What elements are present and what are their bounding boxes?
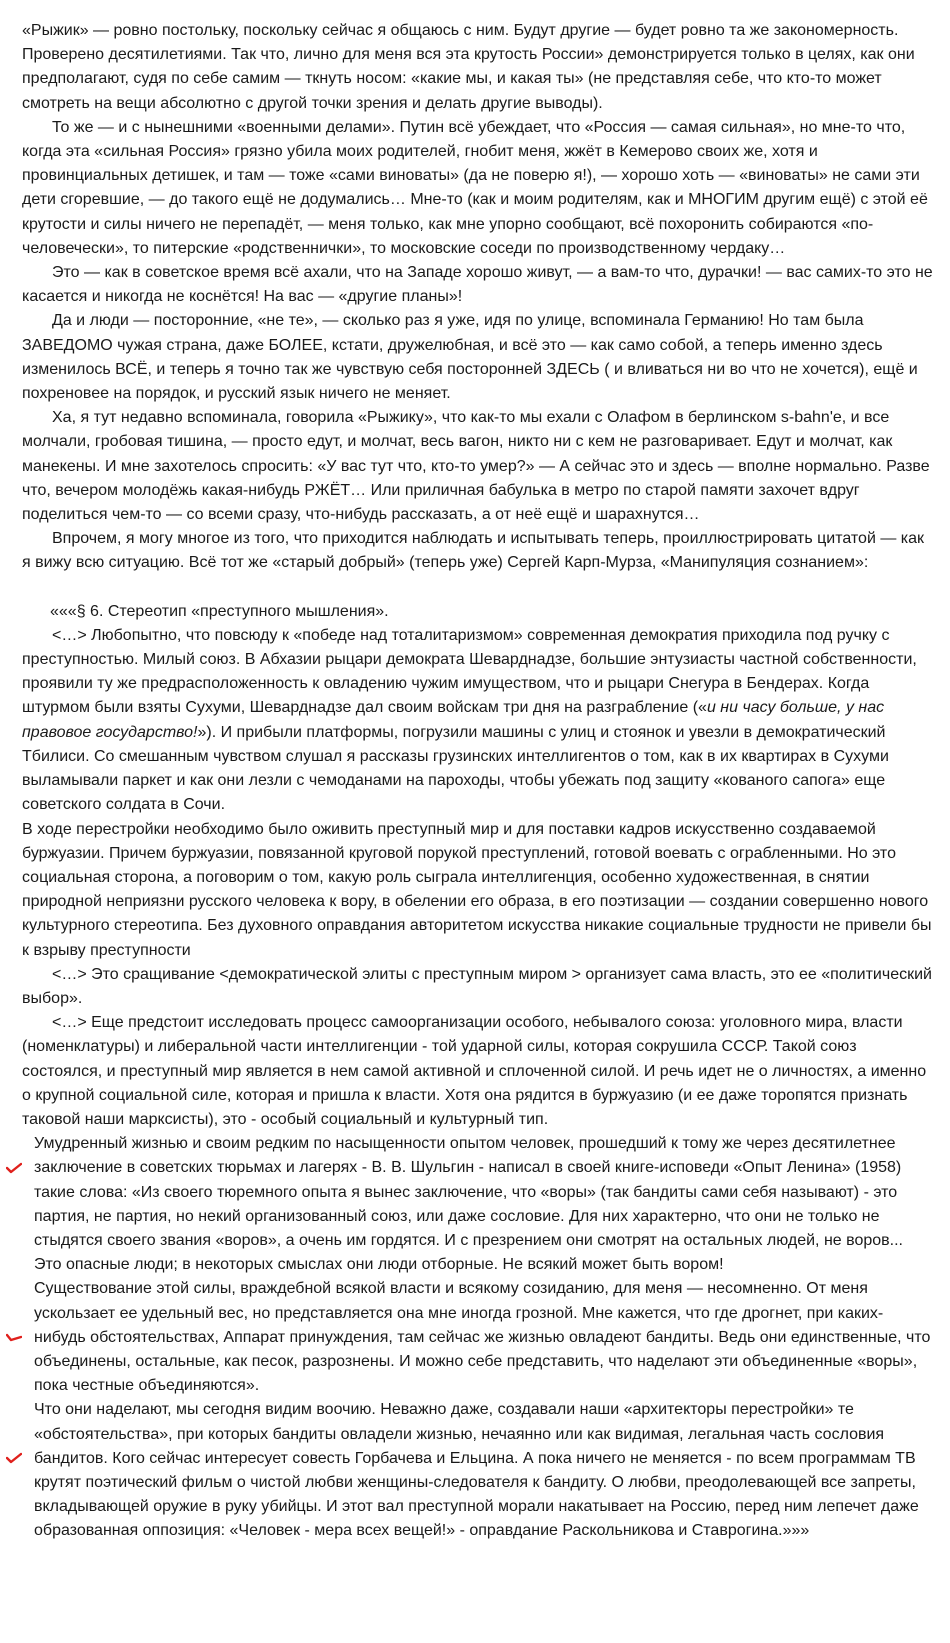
quote-paragraph-7: Что они наделают, мы сегодня видим воочию. Неважно даже, создавали наши «архитекторы перестройки» те «обстоятельства», при которых бандиты овладели жизнью, нечаянно или как видимая, легальная часть сословия бандитов. Кого сейчас интересует совесть Горбачева и Ельцина. А пока ничего не меняется - по всем программам ТВ крутят поэтический фильм о чистой любви женщины-следователя к бандиту. О любви, преодолевающей все запреты, вкладывающей оружие в руку убийцы. И этот вал преступной морали накатывает на Россию, перед ним лепечет даже образованная оппозиция: «Человек - мера всех вещей!» - оправдание Раскольникова и Ставрогина.»»» [34, 1401, 919, 1540]
quote-paragraph-6: Существование этой силы, враждебной всякой власти и всякому созиданию, для меня — несомненно. От меня ускользает ее удельный вес, но представляется она мне иногда грозной. Мне кажется, что где дрогнет, при каких-нибудь обстоятельствах, Аппарат принуждения, там сейчас же жизнью овладеют бандиты. Ведь они единственные, что объединены, остальные, как песок, разрознены. И можно себе представить, что наделают эти объединенные «воры», пока честные объединяются». [34, 1280, 931, 1395]
quote-italic-text: и ни часу больше, у нас правовое государство! [22, 699, 885, 741]
red-check-mark-icon [6, 1162, 22, 1174]
red-check-mark-icon [6, 1331, 22, 1343]
quote-paragraph-1 [22, 624, 933, 818]
quote-paragraph-3: <…> Это сращивание <демократической элиты с преступным миром > организует сама власть, это ее «политический выбор». [22, 965, 932, 1007]
quote-text: <…> Любопытно, что повсюду к «победе над тоталитаризмом» современная демократия приходила под ручку с преступностью. Милый союз. В Абхазии рыцари демократа Шеварднадзе, большие энтузиасты частной собственности, проявили ту же предрасположенность к овладению чужим имуществом, что и рыцари Снегура в Бендерах. Когда штурмом были взяты Сухуми, Шеварднадзе дал своим войскам три дня на разграбление (« [22, 626, 917, 717]
paragraph-2: То же — и с нынешними «военными делами». Путин всё убеждает, что «Россия — самая сильная», но мне-то что, когда эта «сильная Россия» грязно убила моих родителей, гнобит меня, жжёт в Кемерово своих же, хотя и провинциальных детишек, и там — тоже «сами виноваты» (да не поверю я!), — хорошо хоть — «виноваты» не сами эти дети сгоревшие, — до такого ещё не додумались… Мне-то (как и моим родителям, как и МНОГИМ другим ещё) с этой её крутости и силы ничего не перепадёт, — меня только, как мне упорно сообщают, всё похоронить собираются «по-человечески», то питерские «родственнички», то московские соседи по производственному чердаку… [22, 118, 928, 257]
quote-paragraph-2: В ходе перестройки необходимо было оживить преступный мир и для поставки кадров искусственно создаваемой буржуазии. Причем буржуазии, повязанной круговой порукой преступлений, готовой воевать с ограбленными. Но это социальная сторона, а поговорим о том, какую роль сыграла интеллигенция, особенно художественная, в снятии природной неприязни русского человека к вору, в обелении его образа, в его поэтизации — создании совершенно нового культурного стереотипа. Без духовного оправдания авторитетом искусства никакие социальные трудности не привели бы к взрыву преступности [22, 820, 932, 959]
paragraph-3: Это — как в советское время всё ахали, что на Западе хорошо живут, — а вам-то что, дурачки! — вас самих-то это не касается и никогда не коснётся! На вас — «другие планы»! [22, 264, 933, 306]
paragraph-4: Да и люди — посторонние, «не те», — сколько раз я уже, идя по улице, вспоминала Германию! Но там была ЗАВЕДОМО чужая страна, даже БОЛЕЕ, кстати, дружелюбная, и всё это — как само собой, а теперь именно здесь изменилось ВСЁ, и теперь я точно так же чувствую себя посторонней ЗДЕСЬ ( и вливаться ни во что не хочется), ещё и похреновее на порядок, и русский язык ничего не меняет. [22, 312, 918, 403]
quote-title: «««§ 6. Стереотип «преступного мышления». [50, 602, 389, 620]
quote-text: »). И прибыли платформы, погрузили машины с улиц и стоянок и увезли в демократический Тбилиси. Со смешанным чувством слушал я рассказы грузинских интеллигентов о том, как в их квартирах в Сухуми выламывали паркет и как они лезли с чемоданами на пароходы, чтобы убежать под защиту «кованого сапога» еще советского солдата в Сочи. [22, 723, 889, 814]
paragraph-1: «Рыжик» — ровно постольку, поскольку сейчас я общаюсь с ним. Будут другие — будет ровно та же закономерность. Проверено десятилетиями. Так что, лично для меня вся эта крутость России» демонстрируется только в целях, как они предполагают, судя по себе самим — ткнуть носом: «какие мы, и какая ты» (не представляя себе, что кто-то может смотреть на вещи абсолютно с другой точки зрения и делать другие выводы). [22, 22, 915, 112]
red-check-mark-icon [6, 1452, 22, 1464]
quote-paragraph-4: <…> Еще предстоит исследовать процесс самоорганизации особого, небывалого союза: уголовного мира, власти (номенклатуры) и либеральной части интеллигенции - той ударной силы, которая сокрушила СССР. Такой союз состоялся, и преступный мир является в нем самой активной и сплоченной силой. И речь идет не о личностях, а именно о крупной социальной силе, которая и пришла к власти. Хотя она рядится в буржуазию (и ее даже торопятся признать таковой наши марксисты), это - особый социальный и культурный тип. [22, 1014, 927, 1128]
blank-line [22, 576, 933, 600]
paragraph-5: Ха, я тут недавно вспоминала, говорила «Рыжику», что как-то мы ехали с Олафом в берлинском s-bahn'e, и все молчали, гробовая тишина, — просто едут, и молчат, весь вагон, никто ни с кем не разговаривает. Едут и молчат, как манекены. И мне захотелось спросить: «У вас тут что, кто-то умер?» — А сейчас это и здесь — вполне нормально. Разве что, вечером молодёжь какая-нибудь РЖЁТ… Или приличная бабулька в метро по старой памяти захочет вдруг поделиться чем-то — со всеми сразу, что-нибудь рассказать, а от неё ещё и шарахнутся… [22, 409, 930, 524]
paragraph-6: Впрочем, я могу многое из того, что приходится наблюдать и испытывать теперь, проиллюстрировать цитатой — как я вижу всю ситуацию. Всё тот же «старый добрый» (теперь уже) Сергей Карп-Мурза, «Манипуляция сознанием»: [22, 530, 925, 572]
quote-paragraph-5: Умудренный жизнью и своим редким по насыщенности опытом человек, прошедший к тому же через десятилетнее заключение в советских тюрьмах и лагерях - В. В. Шульгин - написал в своей книге-исповеди «Опыт Ленина» (1958) такие слова: «Из своего тюремного опыта я вынес заключение, что «воры» (так бандиты сами себя называют) - это партия, не партия, но некий организованный союз, или даже сословие. Для них характерно, что они не только не стыдятся своего звания «воров», а очень им гордятся. И с презрением они смотрят на остальных людей, не воров... Это опасные люди; в некоторых смыслах они люди отборные. Не всякий может быть вором! [34, 1135, 903, 1274]
